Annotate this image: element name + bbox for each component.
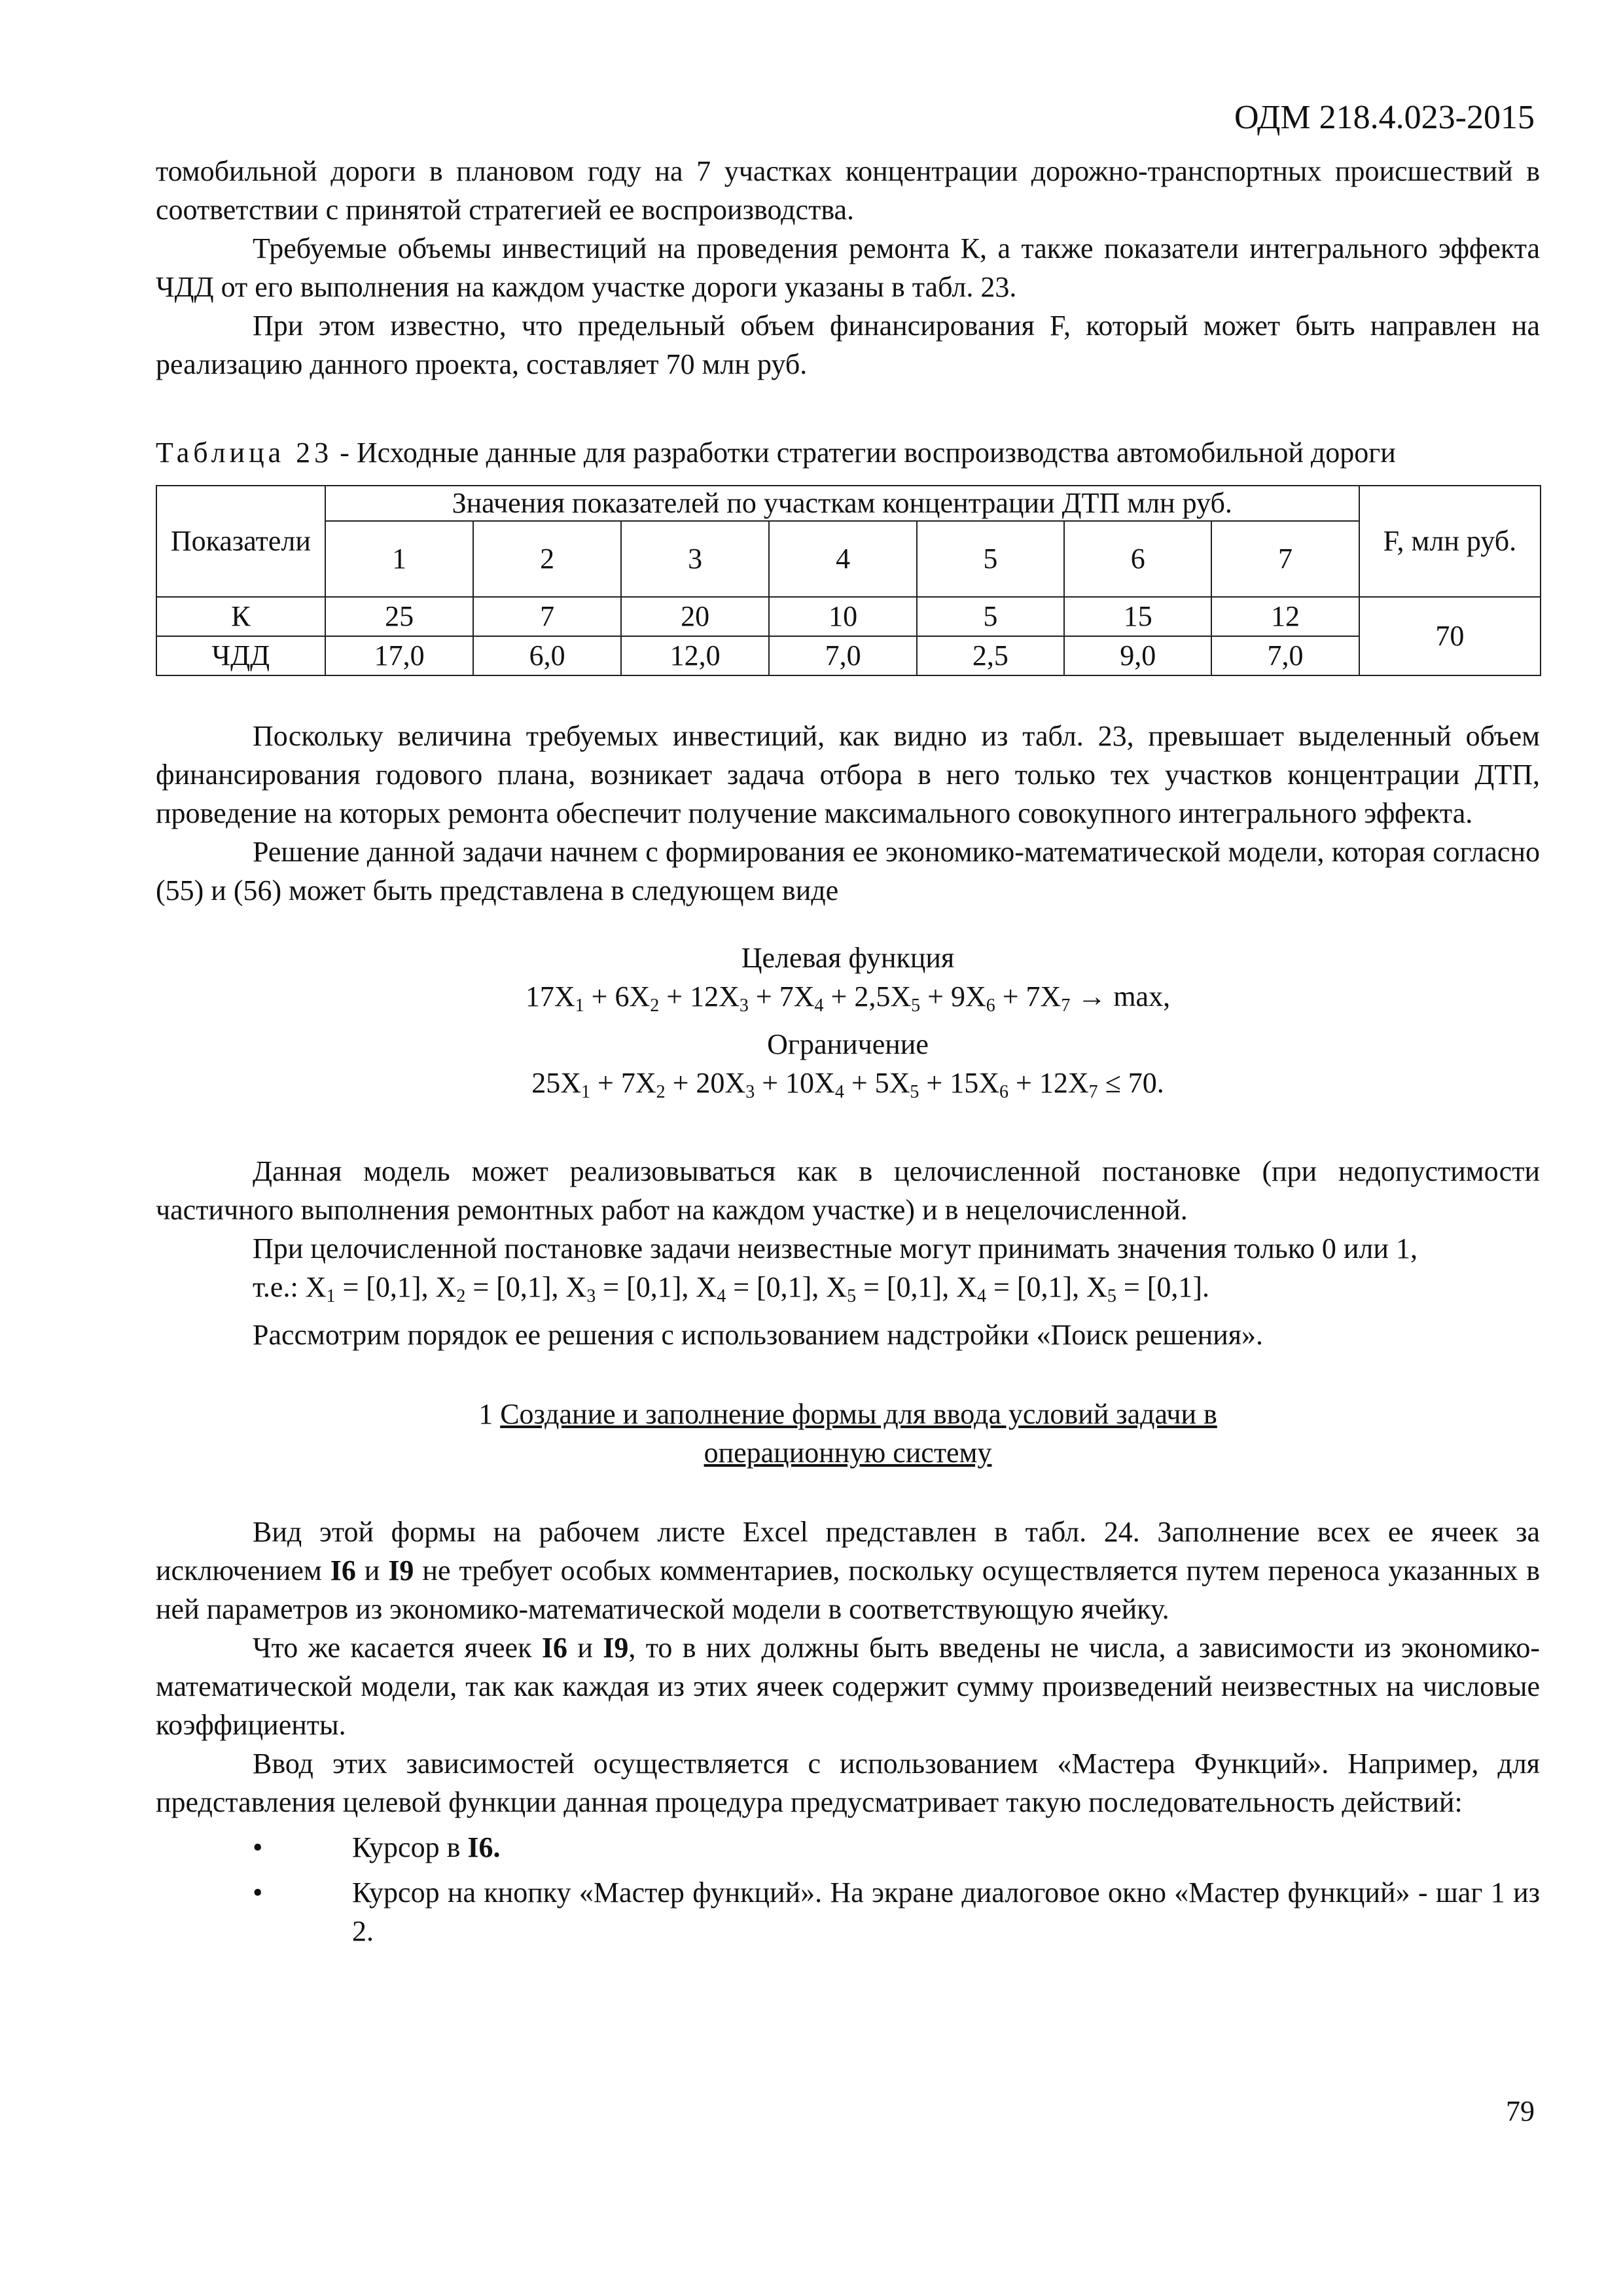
objective-tail: → max, [1070, 980, 1171, 1013]
section-number-1: 1 [325, 521, 474, 597]
objective-term: 7X [1026, 980, 1061, 1013]
domain-subscript: 1 [326, 1286, 336, 1306]
cell-ref-i9: I9 [388, 1554, 414, 1587]
domain-subscript: 4 [977, 1286, 986, 1306]
intro-paragraph-3: При этом известно, что предельный объем финансирования F, который может быть направлен на реализацию данного проекта, составляет 70 млн руб. [156, 310, 1540, 380]
bullet-text-2: Курсор на кнопку «Мастер функций». На экране диалоговое окно «Мастер функций» - шаг 1 из 2. [352, 1876, 1540, 1947]
table-cell: 6,0 [473, 636, 620, 675]
section-number: 1 [478, 1398, 501, 1430]
table-cell: 7,0 [1211, 636, 1359, 675]
section-number-4: 4 [769, 521, 916, 597]
section-number-6: 6 [1064, 521, 1211, 597]
table-23-title: - Исходные данные для разработки стратегии воспроизводства автомобильной дороги [332, 437, 1396, 469]
domain-subscript: 4 [717, 1286, 726, 1306]
constraint-term: 15X [950, 1067, 1000, 1099]
section-number-3: 3 [621, 521, 770, 597]
domain-separator: = [0,1], [335, 1271, 436, 1303]
domain-term: X [1086, 1271, 1107, 1303]
table-cell: 20 [621, 597, 770, 636]
section-heading-line-2 [156, 1433, 1540, 1472]
table-cell: 17,0 [325, 636, 474, 675]
constraint-subscript: 2 [656, 1082, 666, 1102]
bullet-text-1 [352, 1828, 1540, 1867]
constraint-subscript: 6 [999, 1082, 1009, 1102]
bullet-icon: • [253, 1831, 263, 1863]
document-code: ОДМ 218.4.023-2015 [1234, 99, 1535, 136]
objective-separator: + [823, 980, 855, 1013]
section-number-7: 7 [1211, 521, 1359, 597]
text-run: Что же касается ячеек [253, 1632, 542, 1664]
table-row-k [156, 597, 1541, 636]
objective-subscript: 3 [739, 996, 749, 1016]
section-heading [156, 1395, 1540, 1433]
table-header-row-1 [156, 486, 1541, 521]
cell-ref-i6: I6 [330, 1554, 356, 1587]
constraint-separator: + [919, 1067, 950, 1099]
table-cell: 5 [917, 597, 1064, 636]
domain-term: X [826, 1271, 847, 1303]
domain-separator: = [0,1], [856, 1271, 957, 1303]
objective-term: 9X [950, 980, 986, 1013]
text-run: и [355, 1554, 389, 1587]
table-23-caption [156, 433, 1540, 472]
domain-separator: = [0,1], [726, 1271, 827, 1303]
cell-ref-i9: I9 [603, 1632, 629, 1664]
domain-subscript: 5 [847, 1286, 857, 1306]
constraint-subscript: 4 [834, 1082, 844, 1102]
te-prefix: т.е.: [253, 1271, 306, 1303]
domain-subscript: 3 [586, 1286, 596, 1306]
domain-term: X [696, 1271, 717, 1303]
cell-ref-i6: I6 [541, 1632, 567, 1664]
section-number-5: 5 [917, 521, 1064, 597]
constraint-term: 20X [696, 1067, 746, 1099]
body-paragraph-after-table-2: Решение данной задачи начнем с формирования ее экономико-математической модели, которая согласно (55) и (56) может быть представлена в следующем виде [156, 836, 1540, 906]
text-body [156, 152, 1540, 1950]
intro-paragraph-1: томобильной дороги в плановом году на 7 участках концентрации дорожно-транспортных происшествий в соответствии с принятой стратегией ее воспроизводства. [156, 155, 1540, 226]
objective-subscript: 2 [650, 996, 660, 1016]
domain-term: X [305, 1271, 327, 1303]
bullet-item-2 [156, 1873, 1540, 1950]
constraint-subscript: 3 [745, 1082, 755, 1102]
constraint-term: 12X [1039, 1067, 1089, 1099]
table-cell: 7 [473, 597, 620, 636]
constraint-term: 25X [531, 1067, 581, 1099]
objective-separator: + [748, 980, 779, 1013]
bullet-item-1 [156, 1828, 1540, 1867]
domain-term: X [565, 1271, 587, 1303]
objective-separator: + [659, 980, 690, 1013]
constraint-term: 10X [785, 1067, 835, 1099]
model-paragraph-2: При целочисленной постановке задачи неизвестные могут принимать значения только 0 или 1, [253, 1232, 1418, 1265]
objective-subscript: 7 [1061, 996, 1071, 1016]
table-23-label: Таблица 23 [156, 437, 333, 469]
table-cell: 2,5 [917, 636, 1064, 675]
bullet-icon: • [253, 1876, 263, 1909]
table-cell: 12,0 [621, 636, 770, 675]
objective-subscript: 5 [911, 996, 921, 1016]
constraint-subscript: 5 [910, 1082, 919, 1102]
intro-paragraph-2: Требуемые объемы инвестиций на проведения ремонта К, а также показатели интегрального эффекта ЧДД от его выполнения на каждом участке дороги указаны в табл. 23. [156, 232, 1540, 303]
text-run: не требует особых комментариев, поскольку осуществляется путем переноса указанных в ней параметров из экономико-математической модели в соответствующую ячейку. [156, 1554, 1540, 1625]
objective-term: 6X [615, 980, 651, 1013]
text-run: , то в них должны быть введены не числа, а зависимости из экономико-математической модели, так как каждая из этих ячеек содержит сумму произведений неизвестных на числовые коэффициенты. [156, 1632, 1540, 1741]
row-label: ЧДД [156, 636, 325, 675]
variable-domain-line [156, 1268, 1540, 1316]
objective-title: Целевая функция [741, 942, 955, 974]
constraint-separator: + [844, 1067, 875, 1099]
objective-separator: + [920, 980, 951, 1013]
table-cell: 15 [1064, 597, 1211, 636]
domain-subscript: 2 [456, 1286, 466, 1306]
objective-subscript: 6 [986, 996, 995, 1016]
model-paragraph-3: Рассмотрим порядок ее решения с использованием надстройки «Поиск решения». [253, 1319, 1263, 1351]
section-number-2: 2 [473, 521, 620, 597]
table-cell: 12 [1211, 597, 1359, 636]
section-title-line-1: Создание и заполнение формы для ввода условий задачи в [500, 1398, 1217, 1430]
section-title-line-2: операционную систему [704, 1437, 992, 1469]
f-header: F, млн руб. [1359, 486, 1541, 597]
objective-separator: + [995, 980, 1026, 1013]
objective-formula [156, 977, 1540, 1025]
domain-separator: = [0,1], [465, 1271, 566, 1303]
body-paragraph-2 [156, 1628, 1540, 1744]
cell-ref-i6: I6. [467, 1831, 501, 1863]
objective-separator: + [584, 980, 615, 1013]
table-row-npv [156, 636, 1541, 675]
objective-subscript: 1 [575, 996, 584, 1016]
domain-separator: = [0,1], [986, 1271, 1087, 1303]
table-cell: 7,0 [769, 636, 916, 675]
constraint-separator: + [590, 1067, 621, 1099]
constraint-term: 5X [874, 1067, 910, 1099]
text-run: Курсор в [352, 1831, 468, 1863]
objective-term: 7X [779, 980, 815, 1013]
constraint-tail: ≤ 70. [1097, 1067, 1164, 1099]
constraint-formula [156, 1064, 1540, 1111]
domain-separator: = [0,1]. [1116, 1271, 1210, 1303]
body-paragraph-after-table-1: Поскольку величина требуемых инвестиций, как видно из табл. 23, превышает выделенный объем финансирования годового плана, возникает задача отбора в него только тех участков концентрации ДТП, проведение на которых ремонта обеспечит получение максимального совокупного интегрального эффекта. [156, 720, 1540, 829]
col-header-indicators: Показатели [156, 486, 325, 597]
f-value: 70 [1359, 597, 1541, 675]
table-cell: 25 [325, 597, 474, 636]
objective-term: 2,5X [854, 980, 912, 1013]
row-label: К [156, 597, 325, 636]
table-cell: 9,0 [1064, 636, 1211, 675]
objective-subscript: 4 [814, 996, 824, 1016]
text-run: Вид этой формы на рабочем листе Excel представлен в табл. 24. Заполнение всех ее ячеек за исключением [156, 1516, 1540, 1587]
objective-term: 17X [525, 980, 575, 1013]
domain-separator: = [0,1], [596, 1271, 696, 1303]
group-header: Значения показателей по участкам концентрации ДТП млн руб. [325, 486, 1359, 521]
constraint-separator: + [755, 1067, 786, 1099]
domain-subscript: 5 [1107, 1286, 1116, 1306]
constraint-subscript: 7 [1088, 1082, 1098, 1102]
objective-term: 12X [690, 980, 740, 1013]
domain-term: X [435, 1271, 457, 1303]
constraint-title: Ограничение [767, 1028, 929, 1060]
domain-term: X [956, 1271, 977, 1303]
constraint-separator: + [1008, 1067, 1039, 1099]
constraint-separator: + [665, 1067, 696, 1099]
body-paragraph-1 [156, 1513, 1540, 1628]
page-number: 79 [1506, 2095, 1535, 2127]
table-header-row-2 [156, 521, 1541, 597]
model-paragraph-1: Данная модель может реализовываться как в целочисленной постановке (при недопустимости частичного выполнения ремонтных работ на каждом участке) и в нецелочисленной. [156, 1155, 1540, 1226]
text-run: и [567, 1632, 603, 1664]
table-cell: 10 [769, 597, 916, 636]
constraint-subscript: 1 [580, 1082, 590, 1102]
constraint-term: 7X [620, 1067, 656, 1099]
table-23 [156, 485, 1541, 676]
body-paragraph-3: Ввод этих зависимостей осуществляется с использованием «Мастера Функций». Например, для представления целевой функции данная процедура предусматривает такую последовательность действий: [156, 1748, 1540, 1818]
